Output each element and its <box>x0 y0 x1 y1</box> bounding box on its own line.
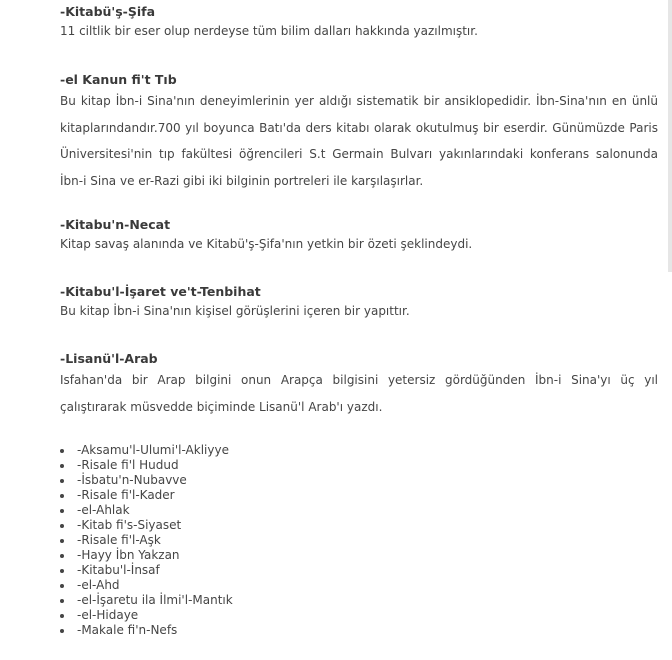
list-item-label: -Aksamu'l-Ulumi'l-Akliyye <box>77 443 229 457</box>
list-item <box>60 593 233 608</box>
bullet-icon <box>60 524 64 528</box>
list-item-label: -Makale fi'n-Nefs <box>77 623 178 637</box>
bullet-icon <box>60 479 64 483</box>
list-item-label: -Kitab fi's-Siyaset <box>77 518 182 532</box>
section-title: -el Kanun fi't Tıb <box>60 72 177 87</box>
list-item-label: -Hayy İbn Yakzan <box>77 548 180 562</box>
list-item <box>60 503 233 518</box>
list-item <box>60 518 233 533</box>
list-item <box>60 488 233 503</box>
list-item <box>60 608 233 623</box>
works-list <box>60 443 233 638</box>
list-item <box>60 548 233 563</box>
section-text: Isfahan'da bir Arap bilgini onun Arapça bilgisini yetersiz gördüğünden İbn-i Sina'yı üç yıl çalıştırarak müsvedde biçiminde Lisanü'l Arab'ı yazdı. <box>60 373 658 414</box>
list-item <box>60 443 233 458</box>
section-title: -Kitabü'ş-Şifa <box>60 4 156 19</box>
bullet-icon <box>60 509 64 513</box>
bullet-icon <box>60 554 64 558</box>
bullet-icon <box>60 629 64 633</box>
page-edge-shade <box>668 0 672 272</box>
list-item <box>60 473 233 488</box>
section-title: -Kitabu'l-İşaret ve't-Tenbihat <box>60 284 261 299</box>
bullet-icon <box>60 539 64 543</box>
bullet-icon <box>60 464 64 468</box>
list-item <box>60 563 233 578</box>
list-item <box>60 458 233 473</box>
bullet-icon <box>60 584 64 588</box>
section-lisanul-arab <box>60 350 658 420</box>
bullet-icon <box>60 449 64 453</box>
section-text: 11 ciltlik bir eser olup nerdeyse tüm bilim dalları hakkında yazılmıştır. <box>60 24 478 38</box>
list-item-label: -el-Hidaye <box>77 608 139 622</box>
bullet-icon <box>60 494 64 498</box>
bullet-icon <box>60 569 64 573</box>
list-item-label: -Kitabu'l-İnsaf <box>77 563 160 577</box>
list-item-label: -el-Ahd <box>77 578 120 592</box>
list-item-label: -Risale fi'l-Aşk <box>77 533 161 547</box>
list-item-label: -Risale fi'l Hudud <box>77 458 179 472</box>
section-kitabun-necat <box>60 216 658 256</box>
bullet-icon <box>60 614 64 618</box>
section-text: Bu kitap İbn-i Sina'nın deneyimlerinin yer aldığı sistematik bir ansiklopedidir. İbn-Sina'nın en ünlü kitaplarındandır.700 yıl boyunca Batı'da ders kitabı olarak okutulmuş bir eserdir. Günümüzde Paris Üniversitesi'nin tıp fakültesi öğrencileri S.t Germain Bulvarı yakınlarındaki konferans salonunda İbn-i Sina ve er-Razi gibi iki bilginin portreleri ile karşılaşırlar. <box>60 94 658 188</box>
list-item-label: -İsbatu'n-Nubavve <box>77 473 187 487</box>
list-item <box>60 533 233 548</box>
section-text: Bu kitap İbn-i Sina'nın kişisel görüşlerini içeren bir yapıttır. <box>60 304 410 318</box>
bullet-icon <box>60 599 64 603</box>
section-el-kanun <box>60 71 658 194</box>
list-item-label: -el-Ahlak <box>77 503 130 517</box>
list-item-label: -Risale fi'l-Kader <box>77 488 175 502</box>
list-item-label: -el-İşaretu ila İlmi'l-Mantık <box>77 593 233 607</box>
section-kitabul-isaret <box>60 283 658 323</box>
list-item <box>60 623 233 638</box>
section-title: -Lisanü'l-Arab <box>60 351 158 366</box>
section-kitabus-sifa <box>60 3 658 43</box>
section-title: -Kitabu'n-Necat <box>60 217 171 232</box>
section-text: Kitap savaş alanında ve Kitabü'ş-Şifa'nın yetkin bir özeti şeklindeydi. <box>60 237 473 251</box>
list-item <box>60 578 233 593</box>
